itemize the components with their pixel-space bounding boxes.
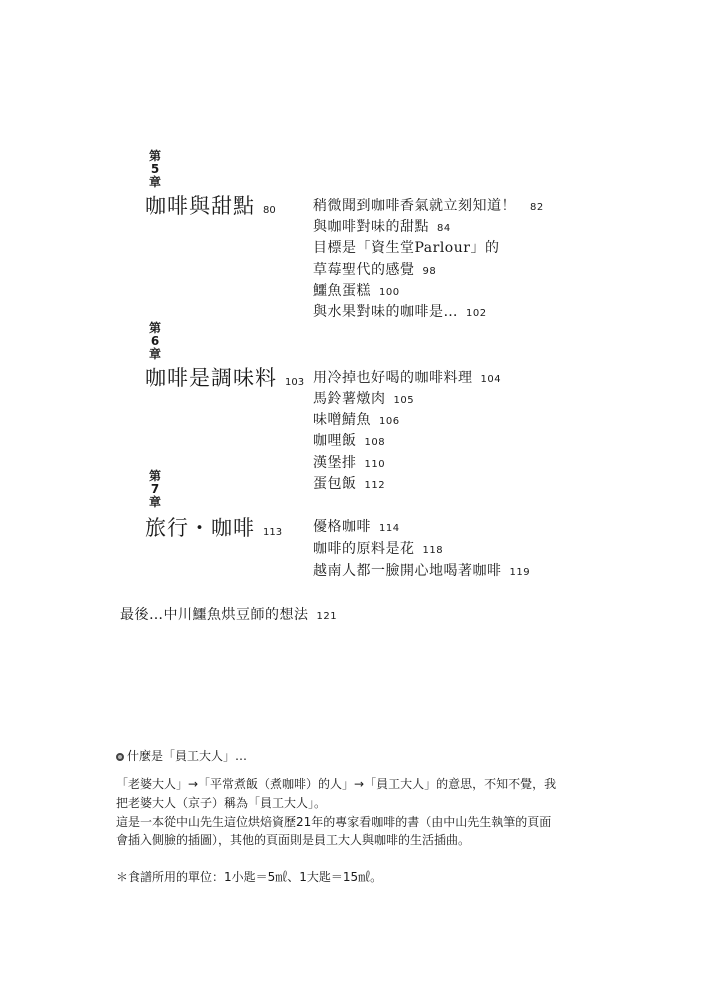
toc-item: [313, 560, 530, 580]
chapter-label-char: 章: [148, 347, 161, 361]
page-number: 108: [364, 437, 386, 448]
note-line: 這是一本從中山先生這位烘焙資歷21年的專家看咖啡的書（由中山先生執筆的頁面: [116, 815, 552, 829]
chapter-7-label: [147, 470, 163, 509]
toc-item-text: 咖哩飯: [313, 433, 357, 449]
toc-item: [313, 195, 544, 215]
chapter-title: 旅行・咖啡: [145, 516, 255, 540]
page-number: 84: [437, 223, 451, 234]
toc-item: [313, 538, 443, 558]
toc-item-text: 蛋包飯: [313, 476, 357, 492]
unit-note: ＊食譜所用的單位：1小匙＝5㎖、1大匙＝15㎖。: [116, 870, 383, 884]
toc-item: [313, 516, 400, 536]
page-number: 106: [379, 416, 400, 427]
chapter-7-heading: [145, 512, 282, 542]
toc-item: [313, 388, 414, 408]
chapter-title: 咖啡與甜點: [145, 194, 255, 218]
toc-item-text: 目標是「資生堂Parlour」的: [313, 240, 500, 256]
chapter-label-char: 章: [148, 495, 161, 509]
note-heading-text: 什麼是「員工大人」…: [127, 749, 248, 763]
toc-final-item: [120, 604, 337, 624]
page-number: 113: [263, 527, 283, 538]
page-number: 121: [316, 611, 338, 622]
page-number: 102: [466, 308, 487, 319]
toc-item: [313, 301, 487, 321]
chapter-6-heading: [145, 362, 304, 392]
chapter-title: 咖啡是調味料: [145, 366, 277, 390]
toc-item-text: 越南人都一臉開心地喝著咖啡: [313, 563, 502, 579]
toc-item: [313, 473, 385, 493]
toc-item-text: 草莓聖代的感覺: [313, 262, 415, 278]
page-number: 103: [285, 377, 305, 388]
chapter-label-char: 第: [148, 321, 161, 335]
toc-item-text: 鱷魚蛋糕: [313, 283, 371, 299]
chapter-label-char: 章: [148, 175, 161, 189]
chapter-label-char: 第: [148, 149, 161, 163]
toc-item-text: 馬鈴薯燉肉: [313, 391, 386, 407]
toc-item: [313, 452, 385, 472]
toc-item-text: 最後…中川鱷魚烘豆師的想法: [120, 607, 309, 623]
note-line: 把老婆大人（京子）稱為「員工大人」。: [116, 796, 327, 810]
toc-item-text: 漢堡排: [313, 455, 357, 471]
toc-item-text: 咖啡的原料是花: [313, 541, 415, 557]
toc-item-text: 稍微聞到咖啡香氣就立刻知道！: [313, 198, 516, 214]
toc-item: [313, 259, 436, 279]
page-number: 105: [393, 395, 415, 406]
toc-item: [313, 280, 400, 300]
toc-item-text: 用冷掉也好喝的咖啡料理: [313, 370, 473, 386]
chapter-label-num: 7: [150, 482, 160, 496]
toc-item: [313, 430, 385, 450]
page-number: 104: [480, 374, 502, 385]
bullet-circle-icon: [116, 753, 124, 761]
toc-item: [313, 367, 501, 387]
page-number: 110: [364, 459, 386, 470]
page-number: 82: [530, 202, 544, 213]
toc-item-text: 味噌鯖魚: [313, 412, 371, 428]
toc-item-text: 與咖啡對味的甜點: [313, 219, 429, 235]
toc-item: [313, 237, 499, 257]
note-line: 「老婆大人」→「平常煮飯（煮咖啡）的人」→「員工大人」的意思，不知不覺，我: [116, 777, 557, 791]
page-number: 112: [364, 480, 386, 491]
toc-item-text: 與水果對味的咖啡是…: [313, 304, 458, 320]
chapter-label-num: 5: [150, 162, 160, 176]
chapter-label-num: 6: [150, 334, 160, 348]
page-number: 114: [379, 523, 400, 534]
chapter-5-label: [147, 150, 163, 189]
page-number: 100: [379, 287, 400, 298]
toc-item: [313, 216, 451, 236]
page-number: 98: [422, 266, 437, 277]
toc-item: [313, 409, 400, 429]
page-number: 119: [509, 567, 531, 578]
chapter-6-label: [147, 322, 163, 361]
note-heading: [116, 747, 247, 764]
chapter-label-char: 第: [148, 469, 161, 483]
page-number: 80: [263, 205, 276, 216]
chapter-5-heading: [145, 190, 276, 220]
page-number: 118: [422, 545, 444, 556]
toc-item-text: 優格咖啡: [313, 519, 371, 535]
note-line: 會插入側臉的插圖），其他的頁面則是員工大人與咖啡的生活插曲。: [116, 833, 471, 847]
